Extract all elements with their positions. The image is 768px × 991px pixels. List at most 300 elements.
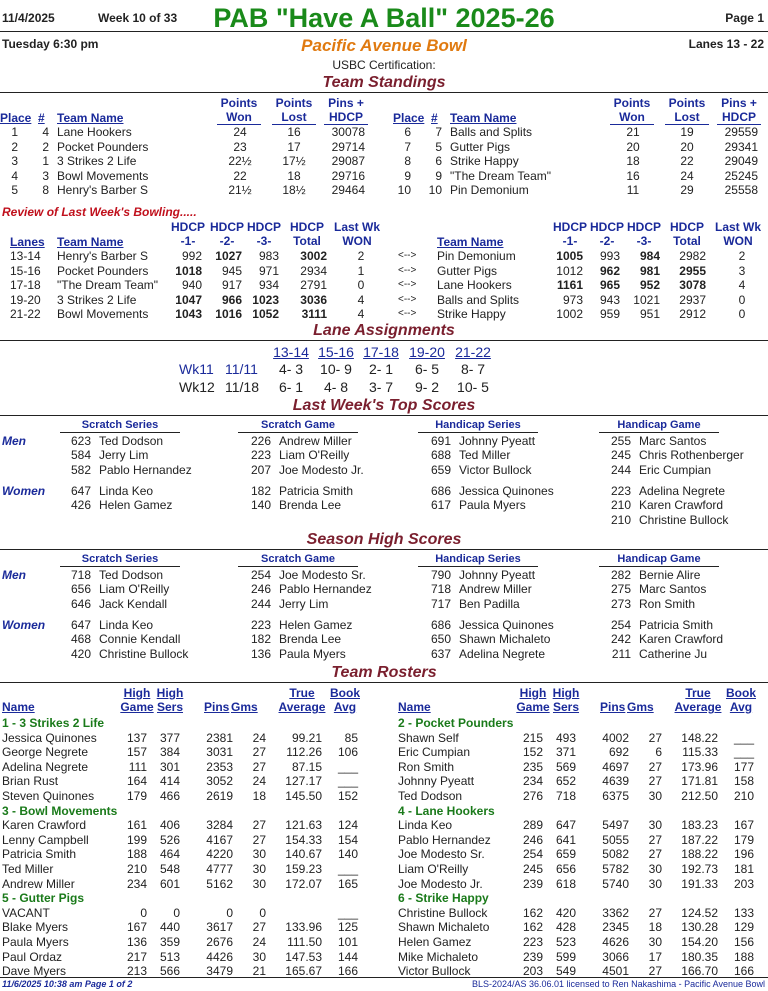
roster-pins: 5082 bbox=[602, 847, 629, 862]
lane-pairing: 4- 8 bbox=[323, 379, 349, 395]
roster-book-average: 140 bbox=[337, 847, 358, 862]
standings-points-lost: 17 bbox=[287, 139, 301, 154]
roster-player-name: Paula Myers bbox=[2, 935, 69, 949]
roster-high-series: 384 bbox=[159, 745, 180, 760]
review-score: 1161 bbox=[556, 278, 583, 292]
score-value: 790 bbox=[430, 568, 451, 582]
team-standings-title: Team Standings bbox=[322, 74, 446, 91]
score-category-header: Scratch Series bbox=[60, 418, 180, 433]
review-score: 934 bbox=[258, 278, 279, 292]
roster-high-game: 246 bbox=[522, 832, 543, 847]
bowler-name: Andrew Miller bbox=[459, 582, 532, 597]
col-name-header: Name bbox=[2, 700, 35, 714]
review-score: 1023 bbox=[252, 292, 279, 307]
review-score: 943 bbox=[599, 292, 620, 307]
bowler-name: Paula Myers bbox=[459, 498, 526, 513]
women-label: Women bbox=[2, 618, 46, 632]
col-pins-hdcp-header: Pins + HDCP bbox=[324, 96, 368, 125]
roster-player-name: Ron Smith bbox=[398, 759, 455, 774]
col-points-lost-header: Points Lost bbox=[272, 96, 316, 125]
standings-team-number: 9 bbox=[435, 168, 442, 183]
season-high-rule bbox=[0, 549, 768, 550]
standings-team-name: Henry's Barber S bbox=[57, 183, 148, 197]
roster-book-average: ___ bbox=[733, 745, 754, 760]
roster-pins: 5497 bbox=[602, 818, 629, 833]
standings-points-won: 21 bbox=[626, 125, 640, 139]
roster-book-average: 165 bbox=[337, 876, 358, 891]
bowler-name: Connie Kendall bbox=[99, 632, 181, 647]
bowler-name: Eric Cumpian bbox=[639, 462, 712, 477]
bowler-name: Christine Bullock bbox=[99, 646, 189, 661]
roster-high-series: 523 bbox=[555, 935, 576, 949]
col-place-header: Place bbox=[393, 111, 425, 125]
col-place-header: Place bbox=[0, 111, 32, 125]
roster-games: 21 bbox=[252, 964, 266, 979]
score-value: 244 bbox=[250, 596, 271, 611]
standings-pins-hdcp: 25245 bbox=[724, 168, 758, 183]
lane-pairing: 10- 9 bbox=[320, 361, 352, 377]
standings-points-lost: 19 bbox=[680, 125, 694, 139]
roster-pins: 692 bbox=[608, 745, 629, 760]
roster-high-series: 652 bbox=[555, 774, 576, 789]
bowler-name: Ted Dodson bbox=[99, 434, 164, 448]
standings-team-number: 4 bbox=[42, 125, 49, 139]
review-won: 4 bbox=[357, 292, 365, 307]
standings-place: 4 bbox=[11, 168, 18, 183]
review-score: 917 bbox=[221, 278, 242, 292]
review-won: 0 bbox=[357, 278, 365, 292]
roster-high-series: 601 bbox=[159, 876, 180, 891]
review-score: 2937 bbox=[679, 292, 706, 307]
roster-book-average: 154 bbox=[337, 832, 358, 847]
lane-pairing: 6- 1 bbox=[278, 379, 304, 395]
score-value: 226 bbox=[250, 434, 271, 448]
score-value: 282 bbox=[610, 568, 631, 582]
roster-high-series: 599 bbox=[555, 949, 576, 964]
roster-high-series: 377 bbox=[159, 730, 180, 745]
roster-games: 6 bbox=[655, 745, 662, 760]
col-book-avg-header: Book Avg bbox=[726, 686, 756, 714]
standings-team-name: "The Dream Team" bbox=[450, 168, 551, 183]
score-category-header: Handicap Game bbox=[599, 418, 719, 433]
roster-games: 27 bbox=[252, 745, 266, 760]
week-date: 11/11 bbox=[225, 361, 258, 377]
standings-pins-hdcp: 25558 bbox=[724, 183, 758, 197]
roster-high-series: 656 bbox=[555, 862, 576, 876]
lane-pairing: 10- 5 bbox=[457, 379, 489, 395]
score-value: 686 bbox=[430, 484, 451, 498]
versus-arrow: <--> bbox=[398, 250, 417, 261]
roster-games: 30 bbox=[648, 818, 662, 833]
bowler-name: Helen Gamez bbox=[99, 498, 173, 513]
col-high-sers-header: High Sers bbox=[552, 686, 580, 714]
review-lanes: 17-18 bbox=[10, 278, 41, 292]
review-score-header: HDCP -1- bbox=[170, 220, 205, 248]
standings-points-won: 23 bbox=[233, 139, 247, 154]
roster-true-average: 99.21 bbox=[291, 730, 322, 745]
roster-pins: 3031 bbox=[206, 745, 233, 760]
roster-games: 27 bbox=[648, 905, 662, 920]
score-category-header: Scratch Game bbox=[238, 418, 358, 433]
bowler-name: Adelina Negrete bbox=[639, 484, 726, 498]
standings-pins-hdcp: 29714 bbox=[331, 139, 365, 154]
roster-high-series: 466 bbox=[159, 789, 180, 803]
standings-points-won: 21½ bbox=[228, 183, 252, 197]
roster-high-game: 137 bbox=[126, 730, 147, 745]
bowler-name: Brenda Lee bbox=[279, 632, 342, 647]
roster-high-game: 234 bbox=[126, 876, 147, 891]
score-category-header: Scratch Series bbox=[60, 552, 180, 567]
roster-player-name: Dave Myers bbox=[2, 964, 67, 979]
roster-player-name: Liam O'Reilly bbox=[398, 862, 469, 876]
review-team-name: 3 Strikes 2 Life bbox=[57, 292, 137, 307]
roster-high-game: 157 bbox=[126, 745, 147, 760]
roster-games: 27 bbox=[252, 759, 266, 774]
review-score: 965 bbox=[599, 278, 620, 292]
roster-player-name: Joe Modesto Jr. bbox=[398, 876, 483, 891]
roster-high-series: 569 bbox=[555, 759, 576, 774]
roster-player-name: Christine Bullock bbox=[398, 905, 488, 920]
score-value: 584 bbox=[70, 448, 91, 463]
roster-high-series: 566 bbox=[159, 964, 180, 979]
roster-player-name: Eric Cumpian bbox=[398, 745, 471, 760]
lane-pairing: 9- 2 bbox=[414, 379, 440, 395]
standings-team-name: Lane Hookers bbox=[57, 125, 132, 139]
roster-high-game: 254 bbox=[522, 847, 543, 862]
score-value: 223 bbox=[250, 618, 271, 632]
review-title: Review of Last Week's Bowling..... bbox=[2, 205, 197, 219]
bowler-name: Linda Keo bbox=[99, 484, 154, 498]
bowler-name: Karen Crawford bbox=[639, 498, 724, 513]
score-value: 210 bbox=[610, 498, 631, 513]
roster-true-average: 154.33 bbox=[285, 832, 322, 847]
score-value: 273 bbox=[610, 596, 631, 611]
roster-true-average: 112.26 bbox=[286, 745, 322, 760]
bowler-name: Shawn Michaleto bbox=[459, 632, 551, 647]
roster-true-average: 173.96 bbox=[681, 759, 718, 774]
bowler-name: Paula Myers bbox=[279, 646, 346, 661]
roster-high-game: 289 bbox=[522, 818, 543, 833]
bowler-name: Pablo Hernandez bbox=[279, 582, 372, 597]
lane-pairing: 8- 7 bbox=[460, 361, 486, 377]
bowler-name: Adelina Negrete bbox=[459, 646, 546, 661]
col-pins-header: Pins bbox=[204, 700, 230, 714]
review-score: 2912 bbox=[679, 307, 706, 321]
bowler-name: Jerry Lim bbox=[99, 448, 149, 463]
bowler-name: Liam O'Reilly bbox=[279, 448, 350, 463]
standings-team-number: 7 bbox=[435, 125, 442, 139]
review-score-header: Last Wk WON bbox=[715, 220, 762, 248]
standings-pins-hdcp: 29087 bbox=[331, 154, 365, 168]
roster-pins: 3479 bbox=[206, 964, 233, 979]
roster-book-average: 106 bbox=[337, 745, 358, 760]
standings-place: 8 bbox=[404, 154, 411, 168]
roster-high-series: 414 bbox=[159, 774, 180, 789]
lane-pair-header: 15-16 bbox=[318, 344, 354, 360]
review-score: 1005 bbox=[556, 249, 583, 263]
roster-games: 17 bbox=[648, 949, 662, 964]
standings-points-lost: 20 bbox=[680, 139, 694, 154]
review-score: 973 bbox=[562, 292, 583, 307]
standings-place: 9 bbox=[404, 168, 411, 183]
review-won: 4 bbox=[738, 278, 746, 292]
col-team-name-header-2: Team Name bbox=[437, 235, 504, 249]
col-pins-hdcp-header: Pins + HDCP bbox=[717, 96, 761, 125]
roster-player-name: Linda Keo bbox=[398, 818, 453, 833]
score-value: 223 bbox=[610, 484, 631, 498]
standings-place: 6 bbox=[404, 125, 411, 139]
roster-true-average: 133.96 bbox=[285, 920, 322, 935]
roster-pins: 5740 bbox=[602, 876, 629, 891]
roster-book-average: 144 bbox=[337, 949, 358, 964]
roster-high-series: 464 bbox=[159, 847, 180, 862]
score-value: 650 bbox=[430, 632, 451, 647]
roster-pins: 3362 bbox=[602, 905, 629, 920]
col-team-number-header: # bbox=[38, 111, 45, 125]
roster-pins: 4002 bbox=[602, 730, 629, 745]
col-high-sers-header: High Sers bbox=[156, 686, 184, 714]
roster-book-average: ___ bbox=[337, 759, 358, 774]
roster-games: 18 bbox=[252, 789, 266, 803]
review-score-header: HDCP -3- bbox=[246, 220, 281, 248]
score-value: 717 bbox=[430, 596, 451, 611]
men-label: Men bbox=[2, 568, 26, 582]
review-score: 3002 bbox=[300, 249, 327, 263]
score-category-header: Handicap Game bbox=[599, 552, 719, 567]
roster-high-game: 111 bbox=[128, 759, 147, 774]
standings-place: 5 bbox=[11, 183, 18, 197]
roster-book-average: 156 bbox=[733, 935, 754, 949]
score-value: 140 bbox=[250, 498, 271, 513]
roster-true-average: 124.52 bbox=[681, 905, 718, 920]
roster-player-name: Patricia Smith bbox=[2, 847, 77, 862]
roster-pins: 2676 bbox=[206, 935, 233, 949]
team-group-name: 4 - Lane Hookers bbox=[398, 803, 495, 818]
review-lanes: 15-16 bbox=[10, 263, 41, 278]
score-value: 136 bbox=[250, 646, 271, 661]
roster-player-name: Blake Myers bbox=[2, 920, 69, 935]
review-score: 966 bbox=[221, 292, 242, 307]
roster-pins: 3052 bbox=[206, 774, 233, 789]
bowler-name: Brenda Lee bbox=[279, 498, 342, 513]
review-score-header: HDCP -1- bbox=[552, 220, 587, 248]
score-value: 244 bbox=[610, 462, 631, 477]
review-team-name: Pocket Pounders bbox=[57, 263, 149, 278]
roster-true-average: 172.07 bbox=[285, 876, 322, 891]
roster-high-series: 493 bbox=[555, 730, 576, 745]
col-team-number-header: # bbox=[431, 111, 438, 125]
standings-place: 3 bbox=[11, 154, 18, 168]
roster-high-game: 210 bbox=[126, 862, 147, 876]
standings-points-won: 20 bbox=[626, 139, 640, 154]
roster-high-game: 223 bbox=[522, 935, 543, 949]
standings-team-name: Pocket Pounders bbox=[57, 139, 149, 154]
roster-pins: 2619 bbox=[206, 789, 233, 803]
score-category-header: Handicap Series bbox=[418, 418, 538, 433]
roster-pins: 4426 bbox=[206, 949, 233, 964]
standings-pins-hdcp: 29049 bbox=[724, 154, 758, 168]
team-group-name: 3 - Bowl Movements bbox=[2, 803, 118, 818]
standings-team-number: 6 bbox=[435, 154, 442, 168]
col-high-game-header: High Game bbox=[516, 686, 550, 714]
roster-true-average: 127.17 bbox=[285, 774, 322, 789]
roster-player-name: Jessica Quinones bbox=[2, 730, 97, 745]
bowler-name: Bernie Alire bbox=[639, 568, 701, 582]
standings-team-name: Balls and Splits bbox=[450, 125, 533, 139]
roster-true-average: 191.33 bbox=[681, 876, 718, 891]
standings-points-lost: 18½ bbox=[282, 183, 306, 197]
bowler-name: Jessica Quinones bbox=[459, 618, 554, 632]
bowler-name: Patricia Smith bbox=[639, 618, 714, 632]
score-value: 718 bbox=[430, 582, 451, 597]
roster-book-average: 129 bbox=[733, 920, 754, 935]
review-team-name: Bowl Movements bbox=[57, 307, 149, 321]
roster-high-series: 440 bbox=[159, 920, 180, 935]
review-score: 952 bbox=[639, 278, 660, 292]
versus-arrow: <--> bbox=[398, 308, 417, 319]
week-label: Week 10 of 33 bbox=[98, 11, 178, 25]
review-score: 1016 bbox=[215, 307, 242, 321]
roster-high-game: 0 bbox=[140, 905, 147, 920]
roster-player-name: Mike Michaleto bbox=[398, 949, 479, 964]
bowler-name: Jessica Quinones bbox=[459, 484, 554, 498]
roster-games: 27 bbox=[648, 730, 662, 745]
roster-high-game: 213 bbox=[126, 964, 147, 979]
roster-pins: 3617 bbox=[206, 920, 233, 935]
roster-true-average: 121.63 bbox=[285, 818, 322, 833]
roster-book-average: ___ bbox=[733, 730, 754, 745]
review-won: 3 bbox=[738, 263, 746, 278]
standings-team-number: 5 bbox=[435, 139, 442, 154]
score-value: 691 bbox=[430, 434, 451, 448]
col-games-header: Gms bbox=[231, 700, 258, 714]
col-pins-header: Pins bbox=[600, 700, 626, 714]
lane-pairing: 4- 3 bbox=[278, 361, 304, 377]
roster-high-game: 136 bbox=[126, 935, 147, 949]
score-value: 688 bbox=[430, 448, 451, 463]
score-value: 468 bbox=[70, 632, 91, 647]
roster-book-average: ___ bbox=[337, 774, 358, 789]
roster-games: 24 bbox=[252, 774, 266, 789]
score-value: 254 bbox=[610, 618, 631, 632]
standings-place: 10 bbox=[397, 183, 411, 197]
standings-rule bbox=[0, 92, 768, 93]
standings-points-won: 16 bbox=[626, 168, 640, 183]
men-label: Men bbox=[2, 434, 26, 448]
roster-games: 30 bbox=[252, 847, 266, 862]
roster-high-series: 0 bbox=[173, 905, 180, 920]
bowler-name: Catherine Ju bbox=[639, 646, 708, 661]
roster-book-average: 133 bbox=[733, 905, 754, 920]
bowler-name: Joe Modesto Jr. bbox=[279, 462, 364, 477]
roster-book-average: 85 bbox=[344, 730, 358, 745]
team-group-name: 6 - Strike Happy bbox=[398, 891, 489, 906]
bowler-name: Victor Bullock bbox=[459, 462, 532, 477]
score-value: 646 bbox=[70, 596, 91, 611]
review-team-name: Balls and Splits bbox=[437, 292, 520, 307]
review-score: 3036 bbox=[300, 292, 327, 307]
roster-true-average: 187.22 bbox=[681, 832, 718, 847]
roster-book-average: ___ bbox=[337, 862, 358, 876]
roster-true-average: 115.33 bbox=[682, 745, 718, 760]
roster-player-name: Karen Crawford bbox=[2, 818, 87, 833]
review-score: 2791 bbox=[300, 278, 327, 292]
review-score: 1021 bbox=[633, 292, 660, 307]
roster-true-average: 180.35 bbox=[681, 949, 718, 964]
standings-team-name: Gutter Pigs bbox=[450, 139, 511, 154]
review-score: 959 bbox=[599, 307, 620, 321]
roster-high-game: 152 bbox=[522, 745, 543, 760]
roster-games: 27 bbox=[648, 847, 662, 862]
score-value: 207 bbox=[250, 462, 271, 477]
roster-true-average: 147.53 bbox=[285, 949, 322, 964]
col-team-name-header: Team Name bbox=[450, 111, 517, 125]
roster-true-average: 87.15 bbox=[291, 759, 322, 774]
bowler-name: Jack Kendall bbox=[99, 596, 168, 611]
roster-player-name: Shawn Michaleto bbox=[398, 920, 490, 935]
standings-pins-hdcp: 29464 bbox=[331, 183, 365, 197]
col-points-won-header: Points Won bbox=[217, 96, 261, 125]
review-won: 2 bbox=[357, 249, 365, 263]
standings-points-lost: 29 bbox=[680, 183, 694, 197]
standings-points-won: 22 bbox=[233, 168, 247, 183]
roster-book-average: 124 bbox=[337, 818, 358, 833]
score-value: 275 bbox=[610, 582, 631, 597]
roster-player-name: Lenny Campbell bbox=[2, 832, 89, 847]
score-value: 254 bbox=[250, 568, 271, 582]
roster-true-average: 192.73 bbox=[681, 862, 718, 876]
roster-high-game: 239 bbox=[522, 876, 543, 891]
roster-player-name: Paul Ordaz bbox=[2, 949, 63, 964]
review-team-name: Gutter Pigs bbox=[437, 263, 498, 278]
review-score: 2934 bbox=[300, 263, 327, 278]
standings-pins-hdcp: 29716 bbox=[331, 168, 365, 183]
review-score: 3111 bbox=[301, 307, 327, 321]
season-high-title: Season High Scores bbox=[306, 531, 462, 548]
bowler-name: Johnny Pyeatt bbox=[459, 434, 536, 448]
review-lanes: 21-22 bbox=[10, 307, 41, 321]
review-won: 0 bbox=[738, 307, 746, 321]
lane-pairing: 6- 5 bbox=[414, 361, 440, 377]
roster-pins: 4626 bbox=[602, 935, 629, 949]
roster-games: 30 bbox=[648, 935, 662, 949]
bowler-name: Marc Santos bbox=[639, 582, 707, 597]
score-value: 211 bbox=[611, 646, 631, 661]
standings-points-lost: 22 bbox=[680, 154, 694, 168]
review-score: 981 bbox=[639, 263, 660, 278]
roster-games: 27 bbox=[252, 920, 266, 935]
bowler-name: Liam O'Reilly bbox=[99, 582, 170, 597]
roster-book-average: 166 bbox=[337, 964, 358, 979]
roster-book-average: 210 bbox=[733, 789, 754, 803]
report-date: 11/4/2025 bbox=[2, 11, 55, 25]
col-true-average-header: True Average bbox=[278, 686, 326, 714]
team-group-name: 2 - Pocket Pounders bbox=[398, 716, 514, 730]
score-value: 223 bbox=[250, 448, 271, 463]
page-number: Page 1 bbox=[725, 11, 764, 25]
score-value: 617 bbox=[430, 498, 451, 513]
roster-high-series: 420 bbox=[555, 905, 576, 920]
review-score: 1027 bbox=[215, 249, 242, 263]
bowler-name: Marc Santos bbox=[639, 434, 707, 448]
roster-games: 18 bbox=[648, 920, 662, 935]
roster-high-series: 618 bbox=[555, 876, 576, 891]
header-rule bbox=[0, 31, 768, 32]
week-number: Wk12 bbox=[179, 379, 215, 395]
col-team-name-header: Team Name bbox=[57, 111, 124, 125]
team-group-name: 5 - Gutter Pigs bbox=[2, 891, 85, 906]
roster-high-game: 217 bbox=[126, 949, 147, 964]
